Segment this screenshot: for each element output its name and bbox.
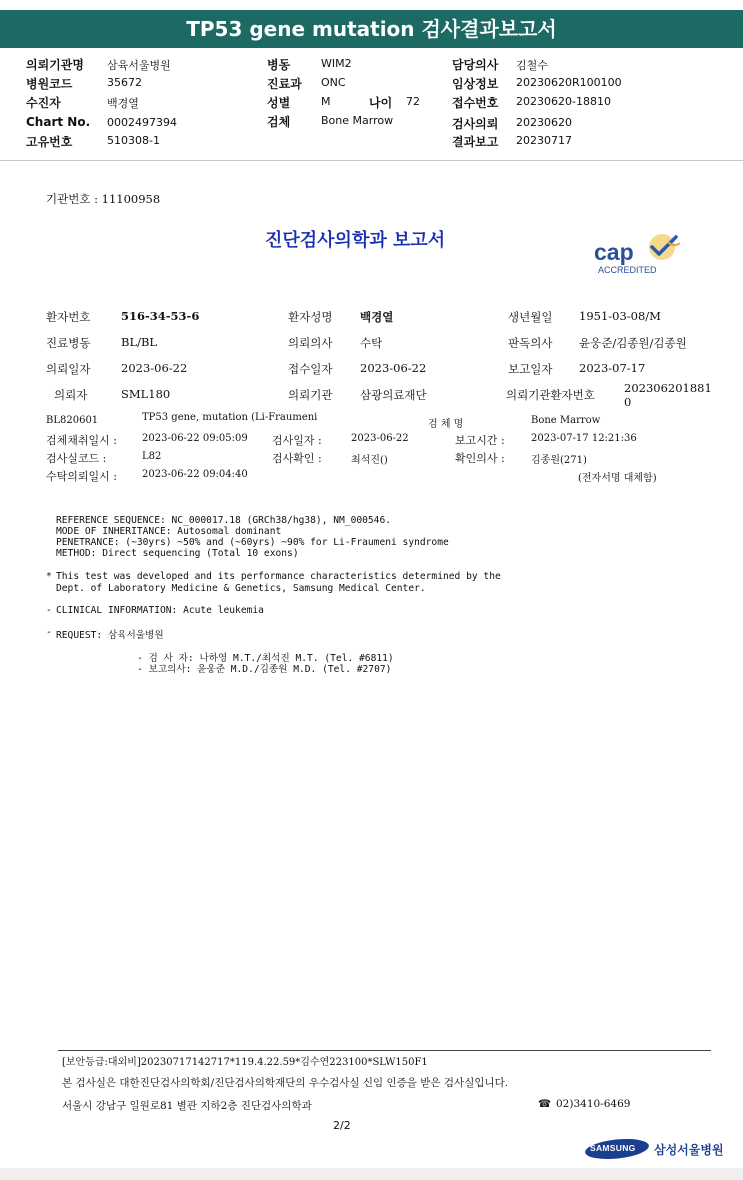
header-label: 결과보고 [452, 135, 499, 149]
header-value: 510308-1 [107, 134, 160, 147]
dash-bullet: - [46, 627, 52, 638]
body-line: REFERENCE SEQUENCE: NC_000017.18 (GRCh38/hg38), NM_000546. [56, 515, 392, 526]
test-label: 검사확인 : [272, 452, 322, 465]
header-label: 의뢰기관명 [26, 58, 84, 72]
header-label: 임상정보 [452, 77, 499, 91]
test-label: 보고시간 : [455, 434, 505, 447]
staff-line: - 보고의사: 윤웅준 M.D./김종원 M.D. (Tel. #2707) [137, 664, 392, 675]
header-value: 35672 [107, 76, 142, 89]
patient-value: 1951-03-08/M [579, 309, 661, 323]
patient-label: 진료병동 [46, 336, 91, 350]
institution-number: 기관번호 : 11100958 [46, 192, 161, 206]
header-label: 고유번호 [26, 135, 73, 149]
header-label: 수진자 [26, 96, 61, 110]
header-value: 20230620 [516, 116, 572, 129]
staff-line: - 검 사 자: 나하영 M.T./최석진 M.T. (Tel. #6811) [137, 653, 394, 664]
header-value: 20230620R100100 [516, 76, 622, 89]
security-line: [보안등급:대외비]20230717142717*119.4.22.59*김수연223100*SLW150F1 [62, 1057, 428, 1068]
body-line: PENETRANCE: (~30yrs) ~50% and (~60yrs) ~90% for Li-Fraumeni syndrome [56, 537, 449, 548]
test-code: BL820601 [46, 415, 99, 426]
test-value: 2023-06-22 [351, 433, 409, 444]
test-name: TP53 gene, mutation (Li-Fraumeni [142, 412, 318, 423]
cap-accredited-text: ACCREDITED [598, 265, 657, 275]
header-value: Bone Marrow [321, 114, 394, 127]
patient-value: 삼광의료재단 [360, 388, 427, 402]
header-label: 진료과 [267, 77, 302, 91]
patient-label: 의뢰의사 [288, 336, 333, 350]
header-label: 병동 [267, 58, 291, 72]
test-value: 2023-07-17 12:21:36 [531, 433, 637, 444]
header-label: Chart No. [26, 115, 91, 129]
test-value: L82 [142, 451, 162, 462]
header-label: 검사의뢰 [452, 117, 499, 131]
test-label: 검체채취일시 : [46, 434, 117, 447]
page-bottom-edge [0, 1168, 743, 1180]
header-value: WIM2 [321, 57, 352, 70]
report-banner-title: TP53 gene mutation 검사결과보고서 [186, 17, 557, 41]
header-value: 20230717 [516, 134, 572, 147]
header-value: 백경열 [107, 97, 139, 110]
specimen-value: Bone Marrow [531, 415, 601, 426]
patient-label: 환자성명 [288, 310, 333, 324]
patient-value: SML180 [121, 387, 171, 401]
note-bullet: * [46, 571, 52, 582]
footer-divider [58, 1050, 711, 1051]
header-divider [0, 160, 743, 161]
body-line: This test was developed and its performance characteristics determined by the [56, 571, 501, 582]
header-value: M [321, 95, 331, 108]
test-value: 김종원(271) [531, 455, 587, 466]
patient-name: 백경열 [360, 310, 394, 324]
address: 서울시 강남구 일원로81 별관 지하2층 진단검사의학과 [62, 1100, 312, 1112]
patient-value: 수탁 [360, 336, 383, 350]
header-label: 검체 [267, 115, 291, 129]
patient-label: 의뢰일자 [46, 362, 91, 376]
clinical-info: CLINICAL INFORMATION: Acute leukemia [56, 605, 264, 616]
hospital-name: 삼성서울병원 [654, 1143, 724, 1157]
phone-number: 02)3410-6469 [556, 1098, 631, 1110]
patient-label: 의뢰기관환자번호 [506, 388, 595, 402]
header-value: 김철수 [516, 59, 548, 72]
patient-label: 보고일자 [508, 362, 553, 376]
request-info: REQUEST: 삼육서울병원 [56, 630, 164, 641]
cap-accredited-logo [592, 233, 692, 277]
patient-value: 2023-07-17 [579, 361, 646, 375]
patient-value: 0 [624, 395, 632, 409]
certification-note: 본 검사실은 대한진단검사의학회/진단검사의학재단의 우수검사실 신임 인증을 받은 검사실입니다. [62, 1077, 509, 1089]
patient-label: 의뢰자 [54, 388, 88, 402]
samsung-hospital-logo [584, 1137, 724, 1163]
test-value: 최석진() [351, 455, 388, 466]
header-value: 삼육서울병원 [107, 59, 171, 72]
patient-label: 접수일자 [288, 362, 333, 376]
body-line: METHOD: Direct sequencing (Total 10 exons) [56, 548, 299, 559]
e-signature-note: (전자서명 대체함) [578, 473, 657, 484]
report-title: 진단검사의학과 보고서 [265, 230, 446, 251]
patient-label: 환자번호 [46, 310, 91, 324]
patient-value: 2023-06-22 [360, 361, 427, 375]
test-label: 확인의사 : [455, 452, 505, 465]
header-label: 담당의사 [452, 58, 499, 72]
header-label: 병원코드 [26, 77, 73, 91]
header-label: 나이 [369, 96, 393, 110]
patient-label: 생년월일 [508, 310, 553, 324]
test-label: 검사실코드 : [46, 452, 107, 465]
patient-value: 2023-06-22 [121, 361, 188, 375]
body-line: MODE OF INHERITANCE: Autosomal dominant [56, 526, 282, 537]
page-number: 2/2 [333, 1119, 351, 1132]
test-label: 수탁의뢰일시 : [46, 470, 117, 483]
header-label: 접수번호 [452, 96, 499, 110]
header-value: 20230620-18810 [516, 95, 611, 108]
patient-value: 윤웅준/김종원/김종원 [579, 336, 687, 350]
patient-value: 202306201881 [624, 381, 712, 395]
test-value: 2023-06-22 09:05:09 [142, 433, 248, 444]
header-value: 0002497394 [107, 116, 177, 129]
test-label: 검사일자 : [272, 434, 322, 447]
patient-label: 판독의사 [508, 336, 553, 350]
patient-number: 516-34-53-6 [121, 309, 200, 323]
samsung-word: SAMSUNG [590, 1143, 636, 1153]
test-value: 2023-06-22 09:04:40 [142, 469, 248, 480]
patient-label: 의뢰기관 [288, 388, 333, 402]
header-value: 72 [406, 95, 420, 108]
body-line: Dept. of Laboratory Medicine & Genetics, Samsung Medical Center. [56, 583, 426, 594]
header-value: ONC [321, 76, 346, 89]
specimen-label: 검 체 명 [428, 419, 464, 430]
header-label: 성별 [267, 96, 291, 110]
cap-word: cap [594, 239, 634, 265]
dash-bullet: - [46, 605, 52, 616]
phone-icon: ☎ [538, 1098, 552, 1110]
patient-value: BL/BL [121, 335, 158, 349]
